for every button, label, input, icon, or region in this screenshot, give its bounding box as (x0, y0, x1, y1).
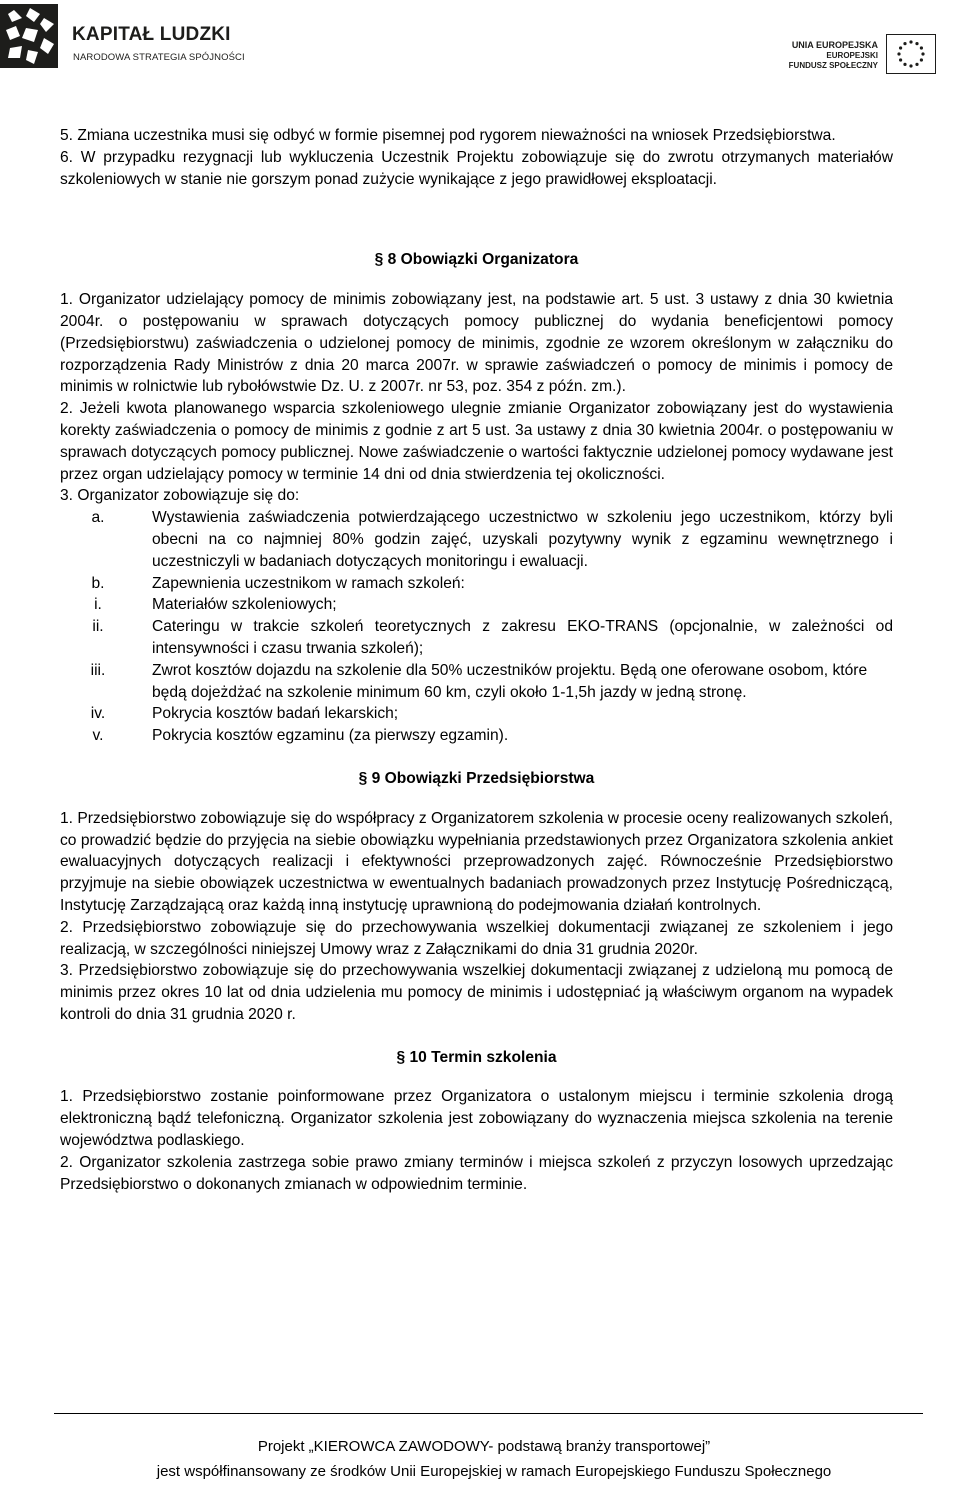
list-marker: v. (92, 727, 104, 745)
section-8-heading: § 8 Obowiązki Organizatora (374, 251, 579, 269)
list-marker: b. (91, 574, 105, 592)
kapital-ludzki-emblem-icon (0, 4, 58, 68)
list-item (60, 594, 893, 616)
list-marker: ii. (92, 618, 104, 636)
list-item-text: Zapewnienia uczestnikom w ramach szkoleń: (152, 574, 465, 592)
section-10-paragraph-2: 2. Organizator szkolenia zastrzega sobie prawo zmiany terminów i miejsca szkoleń z przyczyn losowych uprzedzając Przedsiębiorstwo o dokonanych zmianach w odpowiednim terminie. (60, 1153, 893, 1193)
section-9-paragraph-2: 2. Przedsiębiorstwo zobowiązuje się do przechowywania wszelkiej dokumentacji związanej ze szkoleniem i jego realizacją, w szczególności niniejszej Umowy wraz z Załącznikami do dnia 31 grudnia 2020r. (60, 918, 893, 958)
section-8-paragraph-2: 2. Jeżeli kwota planowanego wsparcia szkoleniowego ulegnie zmianie Organizator zobowiązany jest do wystawienia korekty zaświadczenia o pomocy de minimis z godnie z art 5 ust. 3a ustawy z dnia 30 kwietnia 2004r. o postępowaniu w sprawach dotyczących pomocy publicznej. Nowe zaświadczenie o wartości faktycznie udzielonej pomocy wydawane jest przez organ udzielający pomocy w terminie 14 dni od dnia stwierdzenia tej okoliczności. (60, 400, 893, 483)
kapital-ludzki-subtitle: NARODOWA STRATEGIA SPÓJNOŚCI (73, 52, 245, 63)
list-item-text: Wystawienia zaświadczenia potwierdzającego uczestnictwo w szkoleniu jego uczestnikom, którzy byli obecni na co najmniej 80% godzin zajęć, uzyskali pozytywny wynik z egzaminu wewnętrznego i uczestniczyli w badaniach dotyczących monitoringu i ewaluacji. (152, 509, 893, 570)
list-item (60, 616, 893, 660)
section-10-paragraph-1: 1. Przedsiębiorstwo zostanie poinformowane przez Organizatora o ustalonym miejscu i terminie szkolenia drogą elektroniczną bądź telefoniczną. Organizator szkolenia jest zobowiązany do wyznaczenia miejsca szkolenia na terenie województwa podlaskiego. (60, 1088, 893, 1150)
list-marker: iv. (90, 705, 106, 723)
eu-logo-text (786, 40, 878, 71)
list-item (60, 660, 893, 704)
kapital-ludzki-logo (0, 2, 260, 72)
list-item-text: Pokrycia kosztów badań lekarskich; (152, 705, 399, 723)
footer-funding-line: jest współfinansowany ze środków Unii Europejskiej w ramach Europejskiego Funduszu Społecznego (156, 1463, 832, 1480)
section-9-paragraph-3: 3. Przedsiębiorstwo zobowiązuje się do przechowywania wszelkiej dokumentacji związanej z udzieloną mu pomocą de minimis przez okres 10 lat od dnia udzielenia mu pomocy de minimis i udostępniać ją właściwym organom na wypadek kontroli do dnia 31 grudnia 2020 r. (60, 962, 893, 1023)
section-9-paragraph-1: 1. Przedsiębiorstwo zobowiązuje się do współpracy z Organizatorem szkolenia w procesie oceny realizowanych szkoleń, co prowadzić będzie do przyjęcia na siebie obowiązku wypełniania przedstawionych przez Organizatora szkolenia ankiet ewaluacyjnych dotyczących realizacji i efektywności przeprowadzonych zajęć. Równocześnie Przedsiębiorstwo przyjmuje na siebie obowiązek uczestnictwa w ewentualnych badaniach prowadzonych przez Instytucję Pośredniczącą, Instytucję Zarządzającą oraz każdą inną instytucję uprawnioną do podejmowania działań kontrolnych. (60, 809, 893, 914)
eu-logo-line2: EUROPEJSKI (826, 51, 878, 60)
eu-logo-line1: UNIA EUROPEJSKA (791, 40, 878, 50)
list-item-text: Pokrycia kosztów egzaminu (za pierwszy egzamin). (152, 727, 509, 745)
list-item-text: Zwrot kosztów dojazdu na szkolenie dla 50% uczestników projektu. Będą one oferowane osobom, które będą dojeżdżać na szkolenie minimum 60 km, czyli około 1-1,5h jazdy w jedną stronę. (152, 661, 868, 701)
eu-efs-logo (786, 30, 946, 80)
list-item-text: Cateringu w trakcie szkoleń teoretycznych z zakresu EKO-TRANS (opcjonalnie, w zależności od intensywności i czasu trwania szkoleń); (152, 618, 893, 657)
document-body (60, 125, 893, 1195)
list-item (60, 573, 893, 595)
list-item (60, 725, 893, 747)
eu-logo-line3: FUNDUSZ SPOŁECZNY (788, 61, 878, 70)
footer-project-line: Projekt „KIEROWCA ZAWODOWY- podstawą branży transportowej” (257, 1438, 711, 1455)
section-9-heading: § 9 Obowiązki Przedsiębiorstwa (358, 769, 595, 787)
list-item (60, 703, 893, 725)
list-marker: a. (91, 509, 105, 527)
paragraph-intro-6: 6. W przypadku rezygnacji lub wykluczenia Uczestnik Projektu zobowiązuje się do zwrotu otrzymanych materiałów szkoleniowych w stanie nie gorszym ponad zużycie wynikające z jego prawidłowej eksploatacji. (60, 148, 893, 188)
footer-divider (54, 1413, 923, 1414)
eu-flag-icon (886, 34, 936, 74)
section-10-heading: § 10 Termin szkolenia (396, 1048, 557, 1066)
section-8-paragraph-3: 3. Organizator zobowiązuje się do: (60, 487, 300, 505)
kapital-ludzki-title: KAPITAŁ LUDZKI (72, 24, 231, 45)
section-8-paragraph-1: 1. Organizator udzielający pomocy de minimis zobowiązany jest, na podstawie art. 5 ust. 3 ustawy z dnia 30 kwietnia 2004r. o postępowaniu w sprawach dotyczących pomocy publicznej do wydania beneficjentowi pomocy (Przedsiębiorstwu) zaświadczenia o udzielonej pomocy de minimis, zgodnie ze wzorem określonym w załączniku do rozporządzenia Rady Ministrów z dnia 20 marca 2007r. w sprawie zaświadczeń o pomocy de minimis i pomocy de minimis w rolnictwie lub rybołówstwie Dz. U. z 2007r. nr 53, poz. 354 z późn. zm.). (60, 291, 893, 396)
paragraph-intro-5: 5. Zmiana uczestnika musi się odbyć w formie pisemnej pod rygorem nieważności na wniosek Przedsiębiorstwa. (60, 127, 836, 144)
list-item-text: Materiałów szkoleniowych; (152, 596, 337, 614)
list-marker: iii. (90, 661, 106, 679)
list-item (60, 507, 893, 572)
list-marker: i. (94, 596, 102, 614)
